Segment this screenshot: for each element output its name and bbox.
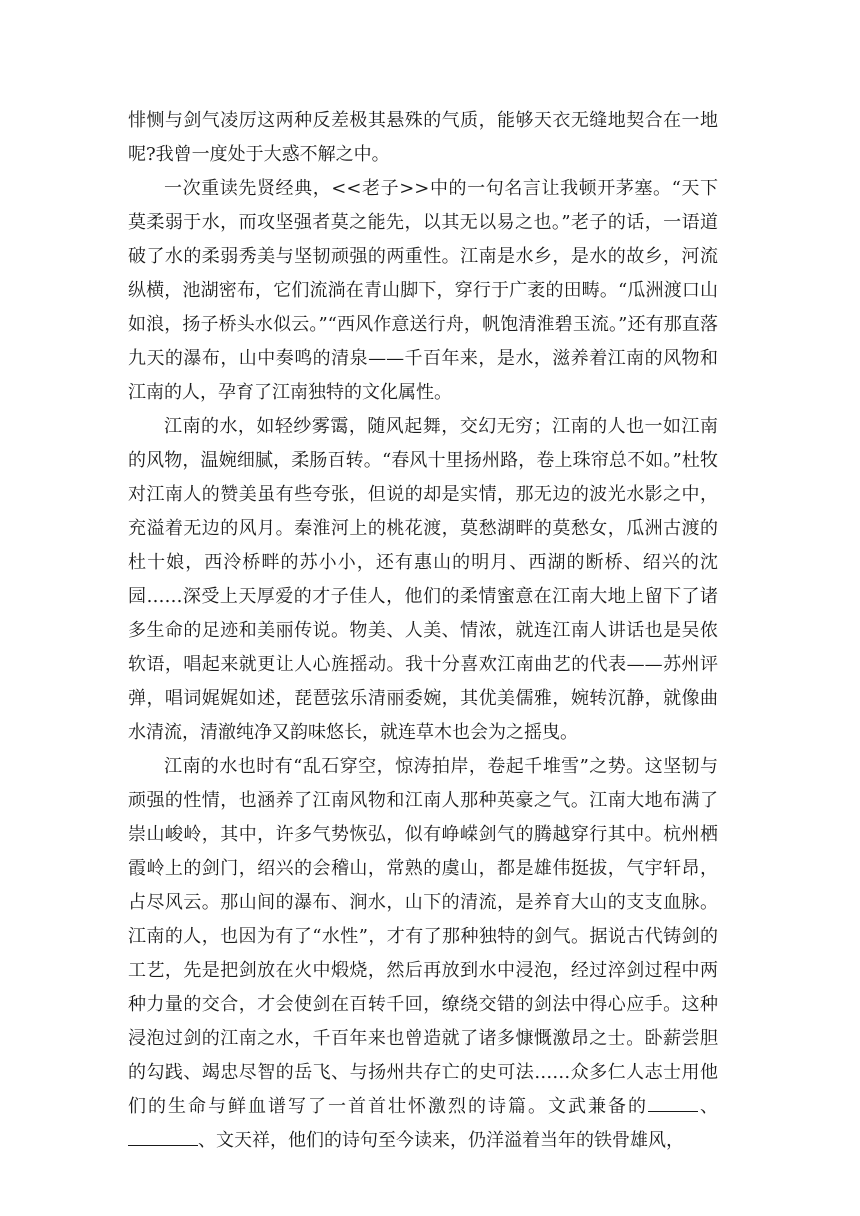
paragraph-laozi: 一次重读先贤经典，<<老子>>中的一句名言让我顿开茅塞。“天下莫柔弱于水，而攻坚强者莫之能先，以其无以易之也。”老子的话，一语道破了水的柔弱秀美与坚韧顽强的两重性。江南是水乡，是水的故乡，河流纵横，池湖密布，它们流淌在青山脚下，穿行于广袤的田畴。“瓜洲渡口山如浪，扬子桥头水似云。”“西风作意送行舟，帆饱清淮碧玉流。”还有那直落九天的瀑布，山中奏鸣的清泉——千百年来，是水，滋养着江南的风物和江南的人，孕育了江南独特的文化属性。 — [128, 178, 718, 403]
paragraph-continuation: 悱恻与剑气凌厉这两种反差极其悬殊的气质，能够天衣无缝地契合在一地呢?我曾一度处于大惑不解之中。 — [128, 110, 718, 165]
blank-separator: 、 — [698, 1096, 718, 1117]
paragraph-heroic-water — [128, 750, 718, 1158]
article-body — [128, 104, 718, 1158]
paragraph-gentle-water: 江南的水，如轻纱雾霭，随风起舞，交幻无穷；江南的人也一如江南的风物，温婉细腻，柔肠百转。“春风十里扬州路，卷上珠帘总不如。”杜牧对江南人的赞美虽有些夸张，但说的却是实情，那无边的波光水影之中，充溢着无边的风月。秦淮河上的桃花渡，莫愁湖畔的莫愁女，瓜洲古渡的杜十娘，西泠桥畔的苏小小，还有惠山的明月、西湖的断桥、绍兴的沈园……深受上天厚爱的才子佳人，他们的柔情蜜意在江南大地上留下了诸多生命的足迹和美丽传说。物美、人美、情浓，就连江南人讲话也是吴侬软语，唱起来就更让人心旌摇动。我十分喜欢江南曲艺的代表——苏州评弹，唱词娓娓如述，琵琶弦乐清丽委婉，其优美儒雅，婉转沉静，就像曲水清流，清澈纯净又韵味悠长，就连草木也会为之摇曳。 — [128, 416, 718, 743]
paragraph-heroic-text: 江南的水也时有“乱石穿空，惊涛拍岸，卷起千堆雪”之势。这坚韧与顽强的性情，也涵养了江南风物和江南人那种英豪之气。江南大地布满了崇山峻岭，其中，许多气势恢弘，似有峥嵘剑气的腾越穿行其中。杭州栖霞岭上的剑门，绍兴的会稽山，常熟的虞山，都是雄伟挺拔，气宇轩昂，占尽风云。那山间的瀑布、涧水，山下的清流，是养育大山的支支血脉。江南的人，也因为有了“水性”，才有了那种独特的剑气。据说古代铸剑的工艺，先是把剑放在火中煅烧，然后再放到水中浸泡，经过淬剑过程中两种力量的交合，才会使剑在百转千回，缭绕交错的剑法中得心应手。这种浸泡过剑的江南之水，千百年来也曾造就了诸多慷慨激昂之士。卧薪尝胆的勾践、竭忠尽智的岳飞、与扬州共存亡的史可法……众多仁人志士用他们的生命与鲜血谱写了一首首壮怀激烈的诗篇。文武兼备的 — [128, 756, 718, 1117]
fill-in-blank-2[interactable] — [128, 1125, 198, 1146]
fill-in-blank-1[interactable] — [648, 1091, 698, 1112]
paragraph-heroic-tail: 、文天祥，他们的诗句至今读来，仍洋溢着当年的铁骨雄风， — [198, 1130, 684, 1151]
